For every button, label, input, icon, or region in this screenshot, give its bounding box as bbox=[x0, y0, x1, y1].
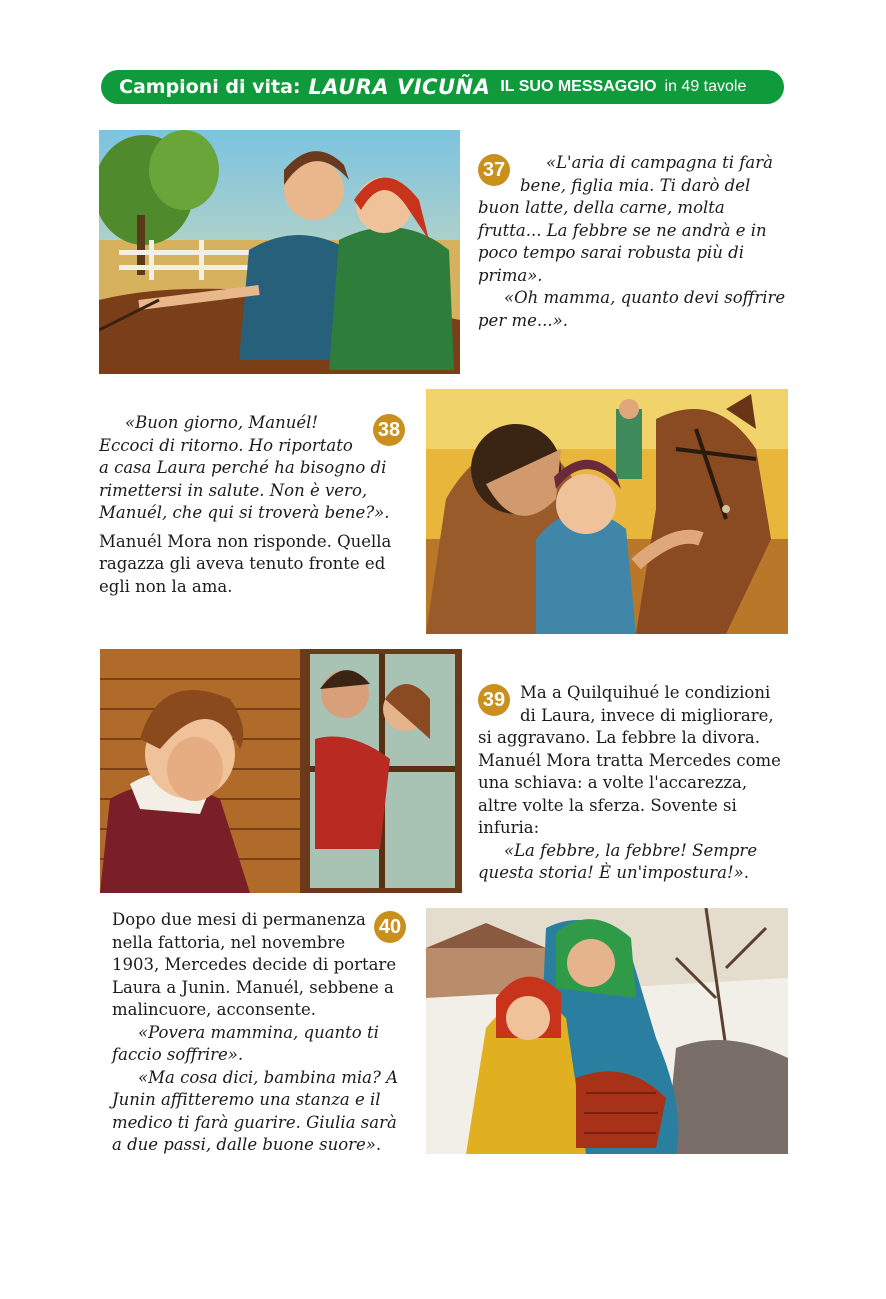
series-title: Campioni di vita: bbox=[119, 76, 301, 98]
series-header-banner bbox=[101, 70, 784, 104]
subject-name: LAURA VICUÑA bbox=[308, 75, 491, 99]
panel-number-badge: 40 bbox=[374, 911, 406, 943]
illustration-39 bbox=[100, 649, 462, 893]
illustration-40 bbox=[426, 908, 788, 1154]
caption-paragraph: «Oh mamma, quanto devi soffrire per me...». bbox=[478, 288, 786, 330]
caption-paragraph: Manuél Mora non risponde. Quella ragazza gli aveva tenuto fronte ed egli non la ama. bbox=[99, 531, 392, 596]
caption-paragraph: «Buon giorno, Manuél! Eccoci di ritorno. Ho riportato a casa Laura perché ha bisogno di rimettersi in salute. Non è vero, Manuél, che qui si troverà bene?». bbox=[99, 413, 390, 522]
illustration-38 bbox=[426, 389, 788, 634]
caption-paragraph: Ma a Quilquihué le condizioni di Laura, invece di migliorare, si aggravano. La febbre la divora. Manuél Mora tratta Mercedes come una schiava: a volte l'accarezza, altre volte la sferza. Sovente si infuria: bbox=[478, 683, 781, 837]
caption-37 bbox=[478, 152, 790, 332]
caption-paragraph: «La febbre, la febbre! Sempre questa storia! È un'impostura!». bbox=[478, 840, 758, 882]
caption-40 bbox=[112, 909, 410, 1157]
message-label: IL SUO MESSAGGIO bbox=[500, 78, 657, 95]
panel-number-badge: 38 bbox=[373, 414, 405, 446]
caption-paragraph: «Povera mammina, quanto ti faccio soffrire». bbox=[112, 1022, 379, 1064]
caption-paragraph: «L'aria di campagna ti farà bene, figlia mia. Ti darò del buon latte, della carne, molta frutta... La febbre se ne andrà e in poco tempo sarai robusta più di prima». bbox=[478, 153, 773, 285]
caption-39 bbox=[478, 682, 790, 885]
panel-number-badge: 37 bbox=[478, 154, 510, 186]
caption-38 bbox=[99, 412, 409, 598]
caption-paragraph: «Ma cosa dici, bambina mia? A Junin affitteremo una stanza e il medico ti farà guarire. Giulia sarà a due passi, dalle buone suore». bbox=[112, 1067, 399, 1154]
illustration-37 bbox=[99, 130, 460, 374]
caption-paragraph: Dopo due mesi di permanenza nella fattoria, nel novembre 1903, Mercedes decide di portare Laura a Junin. Manuél, sebbene a malincuore, acconsente. bbox=[112, 910, 397, 1019]
plate-count: in 49 tavole bbox=[664, 78, 747, 95]
panel-number-badge: 39 bbox=[478, 684, 510, 716]
